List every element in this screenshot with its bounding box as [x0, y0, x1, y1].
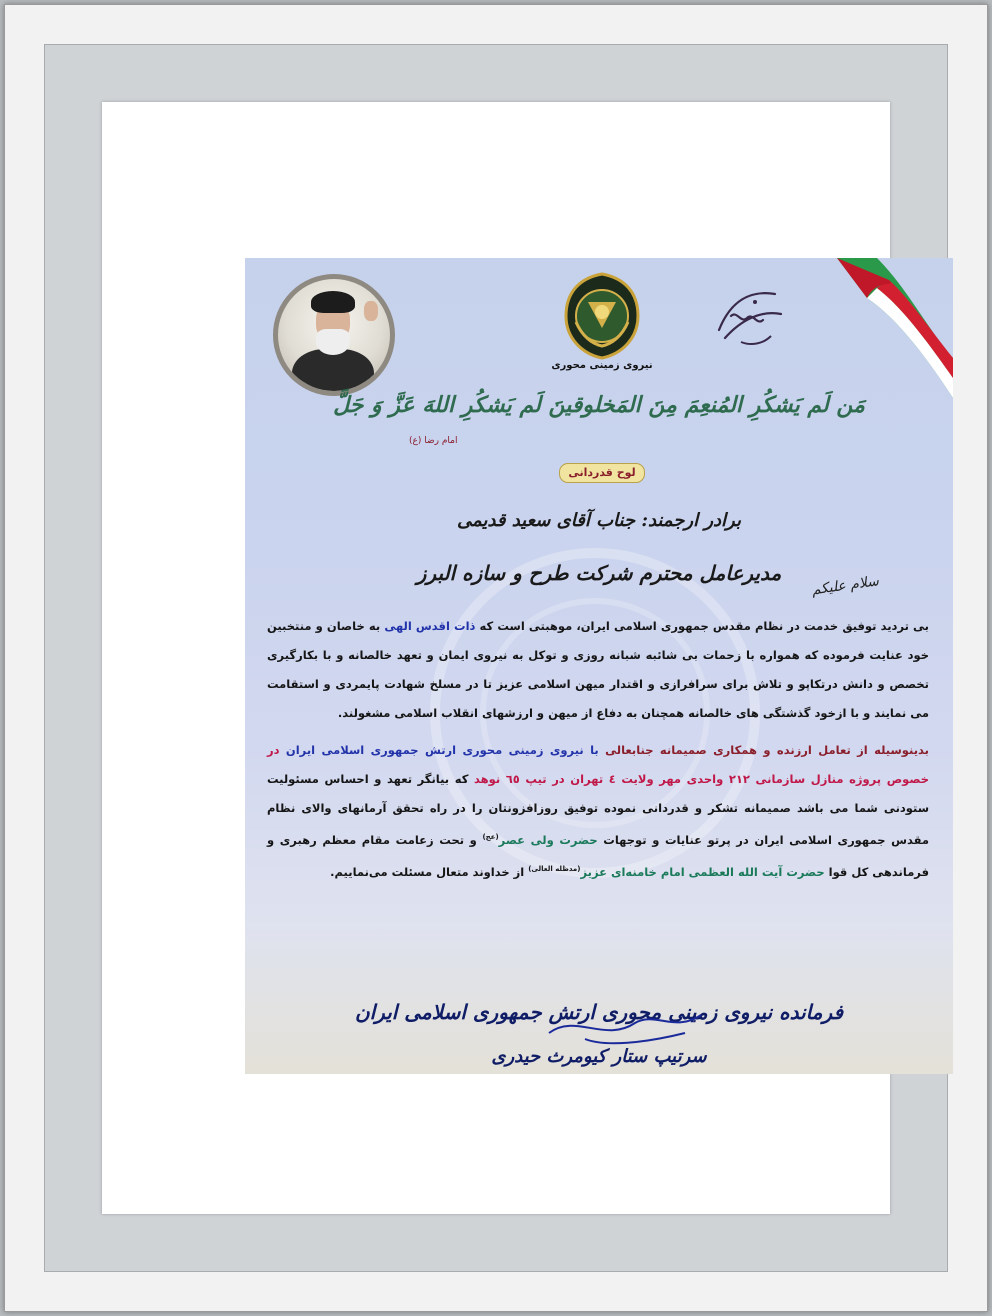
certificate — [245, 258, 953, 1074]
bismillah-calligraphy-icon — [711, 280, 787, 352]
highlight-divine: ذات اقدس الهی — [384, 619, 476, 633]
paper-sheet — [102, 102, 930, 1214]
picture-frame — [4, 4, 988, 1312]
highlight-leader: حضرت آیت الله العظمی امام خامنه‌ای عزیز — [580, 864, 825, 879]
emblem-caption: نیروی زمینی محوری — [551, 360, 653, 371]
position-line: مدیرعامل محترم شرکت طرح و سازه البرز — [416, 561, 782, 585]
highlight-vali-asr: حضرت ولی عصر — [498, 832, 598, 847]
recipient-line: برادر ارجمند: جناب آقای سعید قدیمی — [456, 510, 742, 531]
highlight-project: در خصوص پروژه منازل سازمانی ۲۱۲ واحدی مهر ولایت ٤ تهران در تیپ ٦٥ نوهد — [267, 743, 929, 786]
iran-flag-icon — [837, 258, 953, 398]
highlight-army: با نیروی زمینی محوری ارتش جمهوری اسلامی ایران — [285, 743, 599, 757]
body-paragraph-2: بدینوسیله از تعامل ارزنده و همکاری صمیمانه جنابعالی با نیروی زمینی محوری ارتش جمهوری اسلامی ایران در خصوص پروژه منازل سازمانی ۲۱۲ واحدی مهر ولایت ٤ تهران در تیپ ٦٥ نوهد که بیانگر تعهد و احساس مسئولیت ستودنی شما می باشد صمیمانه تشکر و قدردانی نموده توفیق روزافزونتان را در راه تحقق آرمانهای والای نظام مقدس جمهوری اسلامی ایران در پرتو عنایات و توجهات حضرت ولی عصر$^{(عج)}$ و تحت زعامت مقام معظم رهبری و فرماندهی کل قوا حضرت آیت الله العظمی امام خامنه‌ای عزیز$^{(مدظله العالی)}$ از خداوند متعال مسئلت می‌نماییم. — [267, 743, 930, 879]
frame-mat — [44, 44, 948, 1272]
signature-name: سرتیپ ستار کیومرث حیدری — [491, 1046, 707, 1067]
certificate-body — [267, 612, 929, 887]
body-paragraph-1: بی تردید توفیق خدمت در نظام مقدس جمهوری اسلامی ایران، موهبتی است که ذات اقدس الهی به خاصان و منتخبین خود عنایت فرموده که همواره با زحمات بی شائبه شبانه روزی و توکل به نیروی ایمان و تعهد خالصانه و با بکارگیری تخصص و دانش درتکاپو و تلاش برای سرافرازی و اقتدار میهن اسلامی عزیز تا در مسلخ شهادت پایمردی و استقامت می نمایند و با ازخود گذشتگی های خالصانه همچنان به دفاع از میهن و ارزشهای انقلاب اسلامی مشغولند. — [267, 619, 929, 720]
army-emblem-icon — [562, 272, 642, 360]
leader-portrait — [273, 274, 395, 396]
quote-source: امام رضا (ع) — [409, 436, 458, 446]
greeting: سلام علیکم — [810, 573, 880, 599]
signature-scribble-icon — [545, 1003, 705, 1053]
certificate-title-badge: لوح قدردانی — [559, 463, 645, 483]
signature-title: فرمانده نیروی زمینی محوری ارتش جمهوری اسلامی ایران — [354, 1000, 844, 1024]
quote-verse: مَن لَم یَشکُرِ المُنعِمَ مِنَ المَخلوقینَ لَم یَشکُرِ اللهَ عَزَّ وَ جَلَّ — [333, 392, 865, 418]
